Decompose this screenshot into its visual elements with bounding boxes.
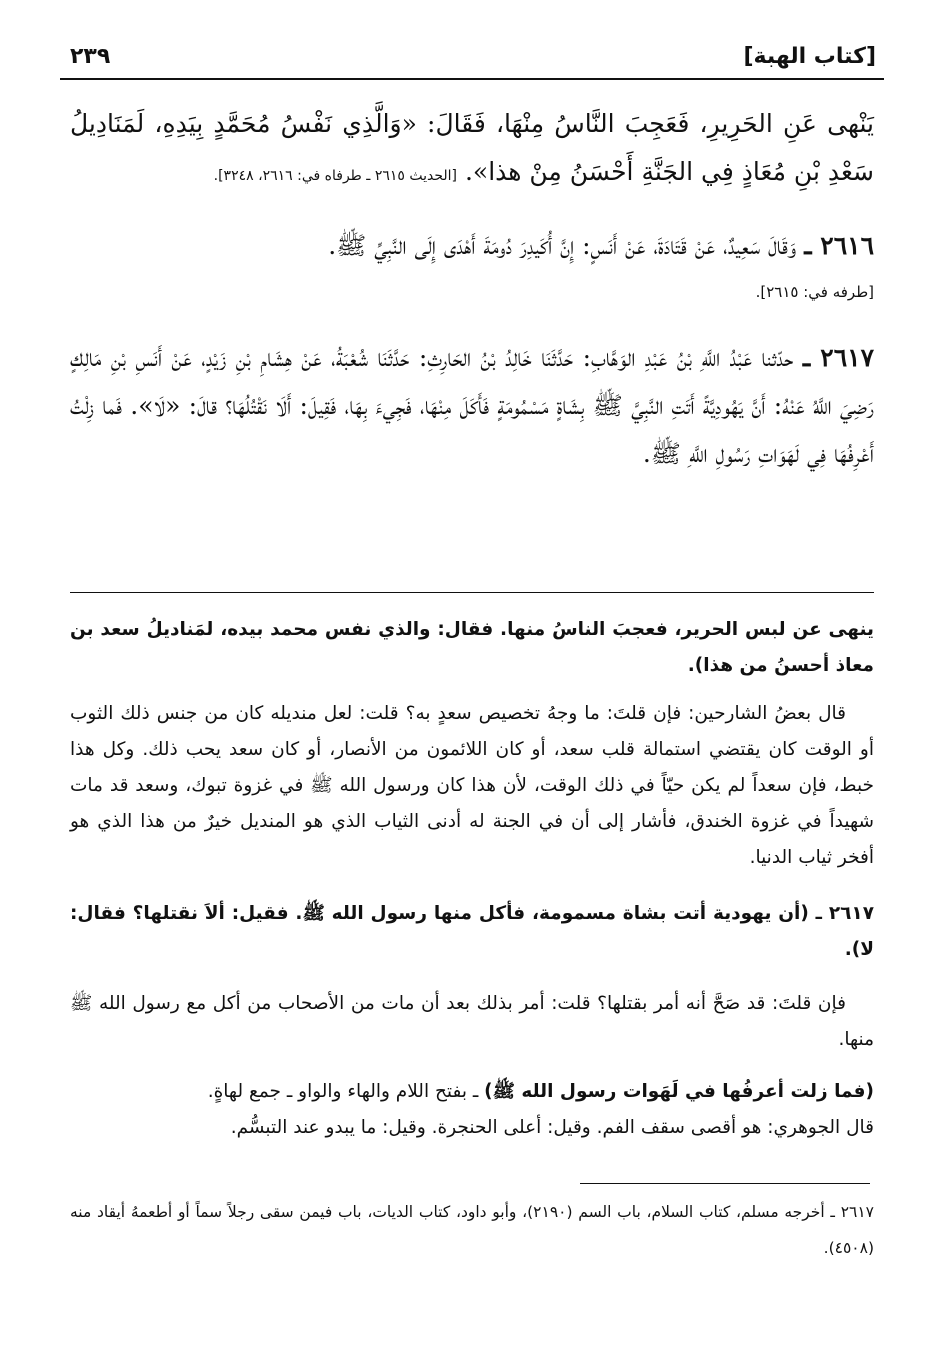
hadith-2616-ref-text: [طرفه في: ٢٦١٥]. — [755, 283, 874, 301]
hadith-2615-ref: [الحديث ٢٦١٥ ـ طرفاه في: ٢٦١٦، ٣٢٤٨]. — [213, 168, 457, 184]
commentary-p5 — [70, 1074, 874, 1110]
hadith-2615-end — [70, 100, 874, 200]
commentary-p3 — [70, 896, 874, 968]
commentary-p3-number: ٢٦١٧ ـ — [815, 903, 874, 924]
chapter-title: [كتاب الهبة] — [743, 44, 876, 69]
page-header — [60, 38, 884, 80]
hadith-number: ٢٦١٧ ـ — [802, 343, 875, 372]
hadith-2616 — [70, 222, 874, 270]
hadith-2616-text: وَقَالَ سَعِيدٌ، عَنْ قَتَادَةَ، عَنْ أَنَسٍ: إِنَّ أُكَيدِرَ دُومَةَ أَهْدَى إِلَى النَّبِيِّ ﷺ. — [328, 231, 797, 260]
commentary-p5-rest: ـ بفتح اللام والهاء والواو ـ جمع لهاةٍ. — [207, 1081, 485, 1102]
page-number: ٢٣٩ — [70, 44, 111, 69]
commentary-p3-text: (أن يهودية أتت بشاة مسمومة، فأكل منها رسول الله ﷺ. فقيل: ألاَ نقتلها؟ فقال: لا). — [70, 903, 874, 960]
commentary-separator — [70, 592, 874, 593]
commentary-p5-quote: (فما زلت أعرفُها في لَهَوات رسول الله ﷺ) — [484, 1081, 874, 1102]
hadith-number: ٢٦١٦ ـ — [804, 231, 874, 260]
footnote-separator — [580, 1183, 870, 1184]
hadith-2617 — [70, 334, 874, 478]
hadith-2615-text: يَنْهى عَنِ الحَرِيرِ، فَعَجِبَ النَّاسُ مِنْهَا، فَقَالَ: «وَالَّذِي نَفْسُ مُحَمَّدٍ بِيَدِهِ، لَمَنَادِيلُ سَعْدِ بْنِ مُعَاذٍ فِي الجَنَّةِ أَحْسَنُ مِنْ هذا». — [70, 109, 874, 186]
commentary-p6: قال الجوهري: هو أقصى سقف الفم. وقيل: أعلى الحنجرة. وقيل: ما يبدو عند التبسُّم. — [230, 1117, 874, 1138]
hadith-2616-ref — [70, 277, 874, 307]
hadith-2617-text: حدّثنا عَبْدُ اللَّهِ بْنُ عَبْدِ الوَهَّابِ: حَدَّثَنَا خَالِدُ بْنُ الحَارِثِ: حَدَّثَنَا شُعْبَةُ، عَنْ هِشَامِ بْنِ زَيْدٍ، عَنْ أَنَسِ بْنِ مَالِكٍ رَضِيَ اللَّهُ عَنْهُ: أَنَّ يَهُودِيَّةً أَتَتِ النَّبِيَّ ﷺ بِشَاةٍ مَسْمُومَةٍ فَأَكَلَ مِنْهَا، فَجِيءَ بِهَا، فَقِيلَ: أَلَا نَقْتُلُهَا؟ قالَ: «لَا». فَما زِلْتُ أَعْرِفُهَا فِي لَهَوَاتِ رَسُولِ اللَّهِ ﷺ. — [70, 343, 874, 468]
commentary-p4: فإن قلتَ: قد صَحَّ أنه أمر بقتلها؟ قلت: أمر بذلك بعد أن مات من الأصحاب من أكل مع رسول الله ﷺ منها. — [70, 993, 874, 1050]
footnote: ٢٦١٧ ـ أخرجه مسلم، كتاب السلام، باب السم (٢١٩٠)، وأبو داود، كتاب الديات، باب فيمن سقى رجلاً سماً أو أطعمهُ أيقاد منه (٤٥٠٨). — [70, 1203, 874, 1257]
commentary-p2: قال بعضُ الشارحين: فإن قلتَ: ما وجهُ تخصيص سعدٍ به؟ قلت: لعل منديله كان من جنس ذلك الثوب أو الوقت كان يقتضي استمالة قلب سعد، أو كان اللائمون من الأنصار، أو كان سعد يحب ذلك. وكل هذا خبط، فإن سعداً لم يكن حيّاً في ذلك الوقت، لأن هذا كان ورسول الله ﷺ في غزوة تبوك، وسعد قد مات شهيداً في غزوة الخندق، فأشار إلى أن في الجنة له أدنى الثياب الذي هو المنديل خيرٌ من هذا الذي هو أفخر ثياب الدنيا. — [70, 703, 874, 868]
commentary-p1: ينهى عن لبس الحرير، فعجبَ الناسُ منها. فقال: والذي نفس محمد بيده، لمَناديلُ سعد بن معاذ أحسنُ من هذا). — [70, 619, 874, 676]
